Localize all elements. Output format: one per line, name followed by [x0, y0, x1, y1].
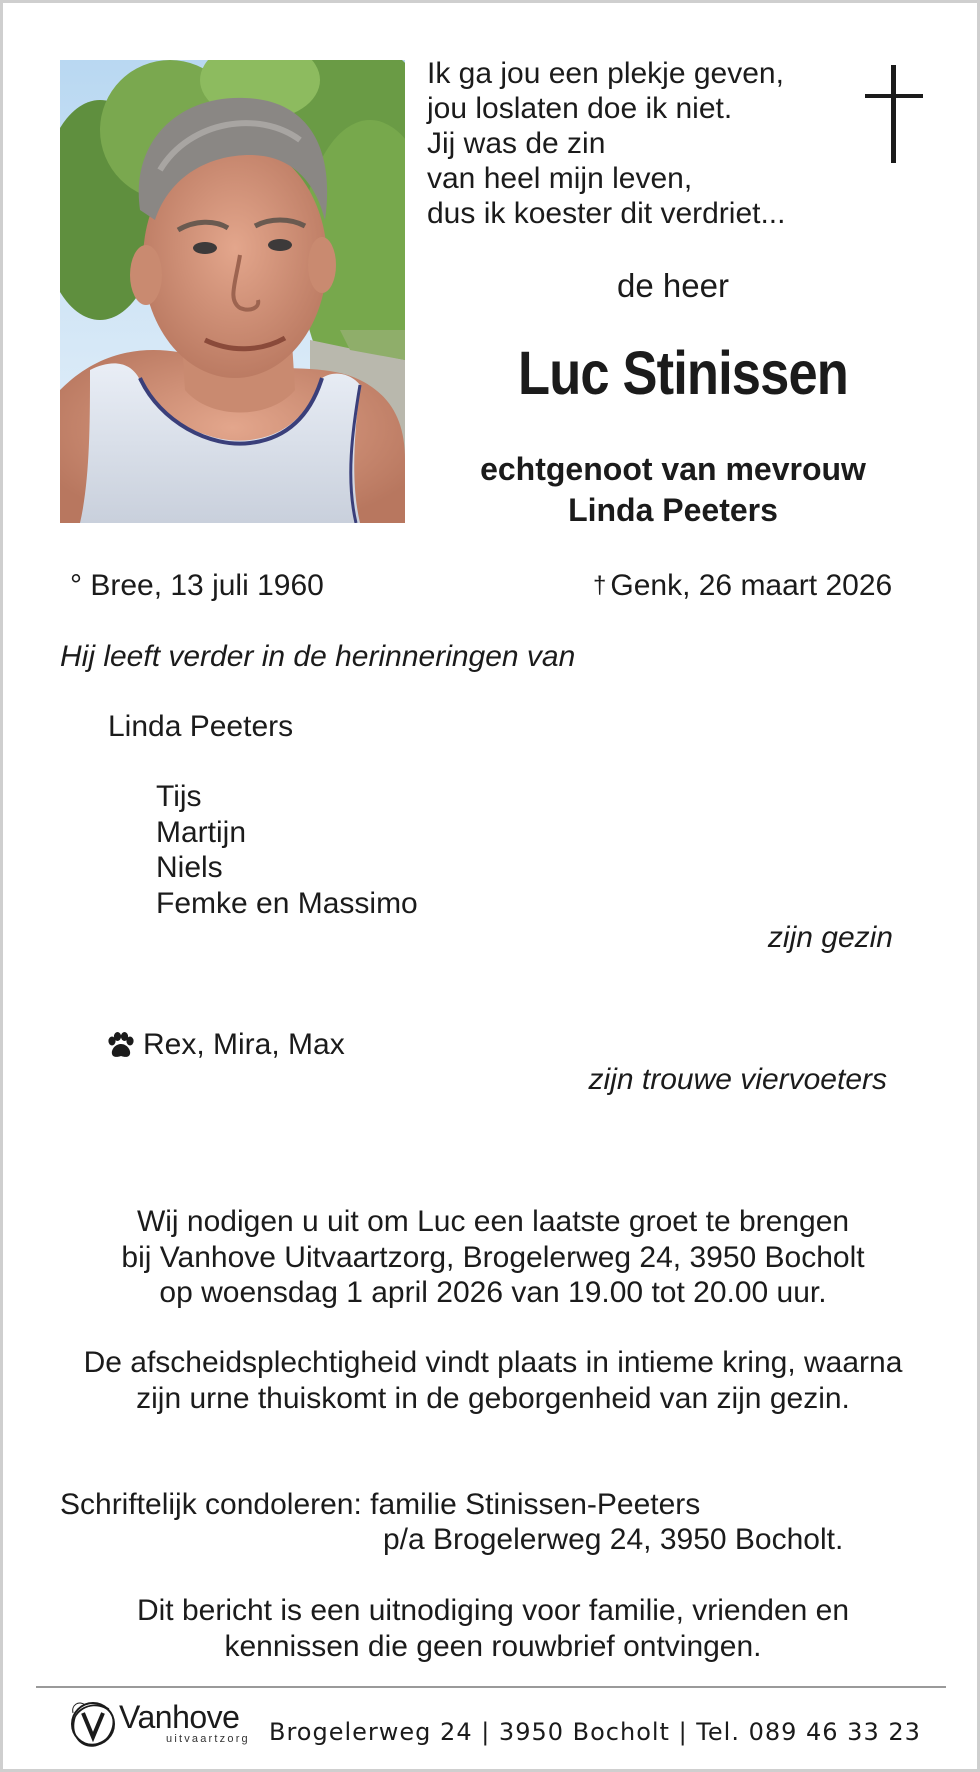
- pets-label: zijn trouwe viervoeters: [588, 1063, 887, 1096]
- family-label: zijn gezin: [767, 921, 893, 954]
- footer-contact: Brogelerweg 24 | 3950 Bocholt | Tel. 089 46 33 23: [269, 1718, 921, 1746]
- poem-line: Ik ga jou een plekje geven,: [427, 57, 784, 90]
- condolence-address-line: p/a Brogelerweg 24, 3950 Bocholt.: [383, 1523, 844, 1556]
- condolence-address-line: Schriftelijk condoleren: familie Stinissen-Peeters: [60, 1488, 701, 1521]
- spouse-relation: [423, 449, 923, 531]
- deceased-name: Luc Stinissen: [518, 339, 848, 407]
- poem-line: Jij was de zin: [427, 127, 606, 160]
- notice-line: kennissen die geen rouwbrief ontvingen.: [224, 1629, 762, 1663]
- logo-wordmark: Vanhove: [119, 1699, 240, 1735]
- salutation: de heer: [617, 267, 729, 304]
- memory-intro: Hij leeft verder in de herinneringen van: [60, 640, 576, 673]
- death-info: [593, 569, 892, 603]
- invitation-line: bij Vanhove Uitvaartzorg, Brogelerweg 24, 3950 Bocholt: [121, 1240, 865, 1274]
- spouse-relation-line: echtgenoot van mevrouw: [480, 451, 866, 487]
- birth-info: ° Bree, 13 juli 1960: [70, 569, 324, 602]
- pet-names: Rex, Mira, Max: [143, 1028, 345, 1061]
- poem-line: van heel mijn leven,: [427, 162, 693, 195]
- invitation-line: op woensdag 1 april 2026 van 19.00 tot 20.00 uur.: [159, 1276, 827, 1309]
- ceremony-line: zijn urne thuiskomt in de geborgenheid van zijn gezin.: [136, 1381, 850, 1415]
- child-name: Martijn: [156, 815, 247, 849]
- death-text: Genk, 26 maart 2026: [610, 569, 893, 602]
- cross-icon: [865, 65, 923, 163]
- poem-line: dus ik koester dit verdriet...: [427, 197, 786, 230]
- family-spouse: Linda Peeters: [108, 710, 294, 743]
- ceremony-line: De afscheidsplechtigheid vindt plaats in intieme kring, waarna: [83, 1346, 903, 1379]
- visitation-invitation: [43, 1204, 943, 1311]
- paw-icon: [106, 1032, 135, 1059]
- notice: [43, 1593, 943, 1664]
- vanhove-logo-icon: [67, 1697, 119, 1751]
- dagger-icon: †: [593, 572, 607, 599]
- child-name: Tijs: [156, 780, 202, 813]
- logo-subtitle: uitvaartzorg: [166, 1733, 250, 1745]
- pets-line: [106, 1028, 345, 1062]
- child-name: Niels: [156, 851, 223, 884]
- notice-line: Dit bericht is een uitnodiging voor familie, vrienden en: [136, 1594, 850, 1627]
- spouse-name: Linda Peeters: [568, 492, 778, 528]
- portrait-photo: [60, 60, 405, 523]
- footer-divider: [36, 1686, 946, 1688]
- family-children: [156, 779, 418, 921]
- poem: [427, 56, 827, 231]
- child-name: Femke en Massimo: [156, 886, 418, 920]
- ceremony-info: [43, 1345, 943, 1416]
- invitation-line: Wij nodigen u uit om Luc een laatste groet te brengen: [136, 1205, 850, 1238]
- poem-line: jou loslaten doe ik niet.: [427, 92, 733, 125]
